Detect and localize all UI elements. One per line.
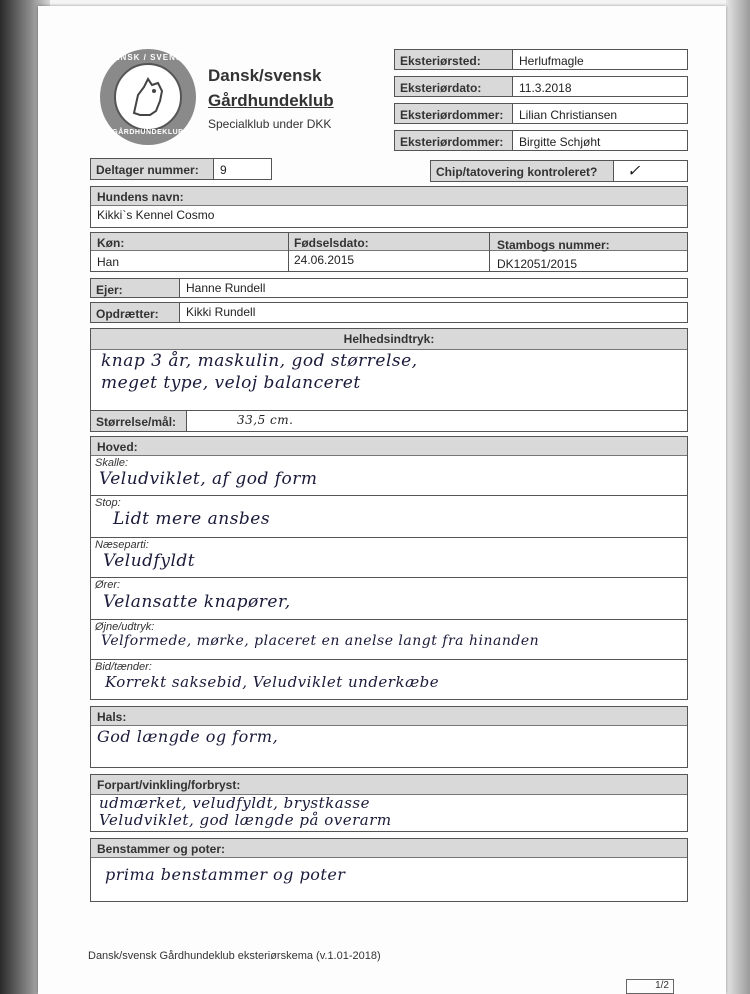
birth-value[interactable]: 24.06.2015 <box>294 253 355 267</box>
head-label: Hoved: <box>91 437 687 456</box>
head-section <box>90 436 688 700</box>
chip-label: Chip/tatovering kontroleret? <box>431 161 614 181</box>
judge1-value: Lilian Christiansen <box>519 108 618 122</box>
reg-label: Stambogs nummer: <box>497 238 610 252</box>
overall-line1: knap 3 år, maskulin, god størrelse, <box>101 351 418 371</box>
forequarters-label: Forpart/vinkling/forbryst: <box>91 775 687 795</box>
birth-label: Fødselsdato: <box>294 236 369 250</box>
skull-label: Skalle: <box>95 457 129 469</box>
eyes-label: Øjne/udtryk: <box>95 621 155 633</box>
breeder-value: Kikki Rundell <box>186 305 256 319</box>
owner-value: Hanne Rundell <box>186 281 266 295</box>
chip-check-icon: ✓ <box>627 161 641 180</box>
stop-value[interactable]: Lidt mere ansbes <box>113 509 271 529</box>
neck-label: Hals: <box>91 707 687 726</box>
form-footer: Dansk/svensk Gårdhundeklub eksteriørskema (v.1.01-2018) <box>88 950 381 962</box>
size-field[interactable] <box>90 410 688 432</box>
dog-details-row <box>90 232 688 272</box>
event-date-label: Eksteriørdato: <box>395 77 513 96</box>
divider <box>489 233 490 271</box>
neck-value: God længde og form, <box>97 727 279 746</box>
judge2-value: Birgitte Schjøht <box>519 135 601 149</box>
logo-text-bottom: GÅRDHUNDEKLUB <box>112 129 184 136</box>
overall-impression-field[interactable] <box>90 328 688 412</box>
sex-label: Køn: <box>97 236 125 250</box>
club-subtitle: Specialklub under DKK <box>208 117 332 131</box>
legs-label: Benstammer og poter: <box>91 839 687 858</box>
legs-value: prima benstammer og poter <box>105 865 346 884</box>
chip-field[interactable] <box>430 160 688 182</box>
dog-name-value: Kikki`s Kennel Cosmo <box>97 208 215 222</box>
overall-line2: meget type, veloj balanceret <box>101 373 361 393</box>
eyes-value[interactable]: Velformede, mørke, placeret en anelse langt fra hinanden <box>101 633 540 649</box>
breeder-field[interactable] <box>90 302 688 323</box>
event-date-value: 11.3.2018 <box>519 81 572 95</box>
sex-value[interactable]: Han <box>97 255 120 269</box>
logo-text-top: DANSK / SVENSK <box>106 53 189 62</box>
skull-value[interactable]: Veludviklet, af god form <box>99 469 318 489</box>
judge1-label: Eksteriørdommer: <box>395 104 513 123</box>
stop-label: Stop: <box>95 497 121 509</box>
event-place-label: Eksteriørsted: <box>395 50 513 69</box>
forequarters-line2: Veludviklet, god længde på overarm <box>99 811 392 829</box>
participant-field[interactable] <box>90 158 272 180</box>
participant-value: 9 <box>220 163 227 177</box>
club-name-line1: Dansk/svensk <box>208 66 322 85</box>
nose-label: Næseparti: <box>95 539 149 551</box>
ears-value[interactable]: Velansatte knapører, <box>103 592 291 612</box>
event-place-field[interactable] <box>394 49 688 70</box>
page-number: 1/2 <box>626 979 674 994</box>
bite-value[interactable]: Korrekt saksebid, Veludviklet underkæbe <box>105 673 440 691</box>
bite-label: Bid/tænder: <box>95 661 152 673</box>
event-place-value: Herlufmagle <box>519 54 584 68</box>
dog-name-label: Hundens navn: <box>91 187 687 206</box>
dog-name-field[interactable] <box>90 186 688 228</box>
owner-field[interactable] <box>90 278 688 298</box>
reg-value[interactable]: DK12051/2015 <box>497 257 578 271</box>
legs-field[interactable] <box>90 838 688 902</box>
dog-emblem-icon <box>114 63 182 131</box>
owner-label: Ejer: <box>91 279 180 297</box>
size-value: 33,5 cm. <box>237 413 294 427</box>
divider <box>288 233 289 271</box>
scan-edge-right <box>726 0 750 994</box>
forequarters-field[interactable] <box>90 774 688 832</box>
club-name-line2: Gårdhundeklub <box>208 91 334 110</box>
neck-field[interactable] <box>90 706 688 768</box>
form-page <box>38 6 726 994</box>
overall-label: Helhedsindtryk: <box>91 329 687 350</box>
nose-value[interactable]: Veludfyldt <box>103 551 196 571</box>
forequarters-line1: udmærket, veludfyldt, brystkasse <box>99 794 370 812</box>
judge2-field[interactable] <box>394 130 688 151</box>
judge1-field[interactable] <box>394 103 688 124</box>
event-date-field[interactable] <box>394 76 688 97</box>
club-logo <box>100 49 196 145</box>
participant-label: Deltager nummer: <box>91 159 214 179</box>
judge2-label: Eksteriørdommer: <box>395 131 513 150</box>
ears-label: Ører: <box>95 579 121 591</box>
size-label: Størrelse/mål: <box>91 411 187 431</box>
breeder-label: Opdrætter: <box>91 303 180 322</box>
